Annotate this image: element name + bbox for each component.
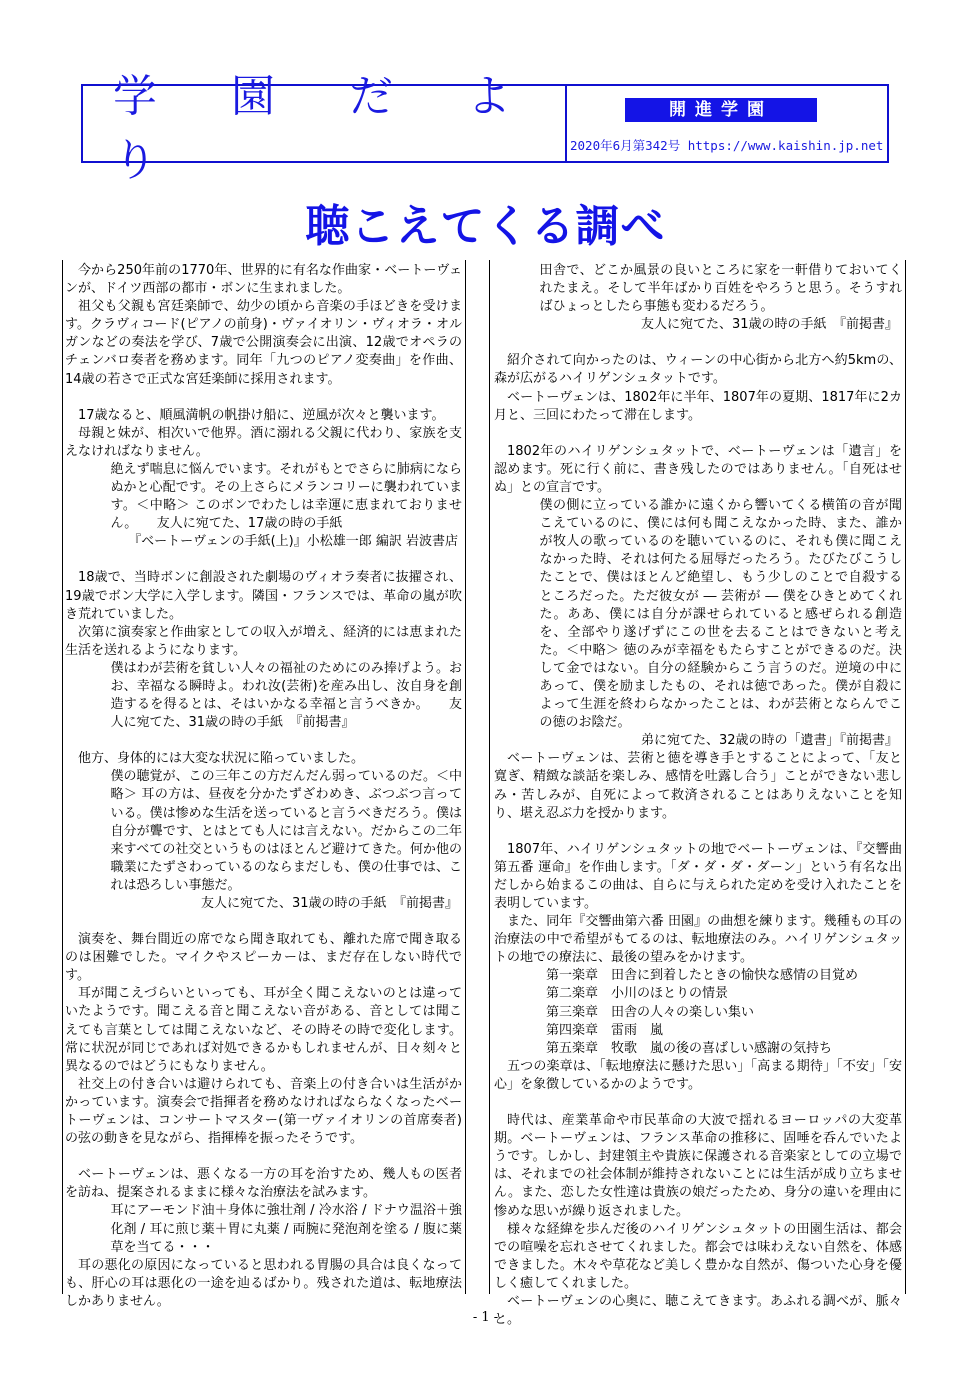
paragraph-spacer xyxy=(494,334,902,352)
movement-item: 第二楽章 小川のほとりの情景 xyxy=(546,986,729,1002)
column-rule-center-b xyxy=(489,260,490,1294)
movement-item: 第三楽章 田舎の人々の楽しい集い xyxy=(546,1004,755,1020)
paragraph: 演奏を、舞台間近の席でなら聞き取れても、離れた席で聞き取るのは困難でした。マイクやスピーカーは、まだ存在しない時代です。 xyxy=(65,932,462,984)
quote-source: 友人に宛てた、31歳の時の手紙 『前掲書』 xyxy=(200,896,458,911)
column-rule-right xyxy=(905,260,906,1294)
paragraph: 今から250年前の1770年、世界的に有名な作曲家・ベートーヴェンが、ドイツ西部の都市・ボンに生まれました。 xyxy=(65,263,462,297)
school-name-badge: 開進学園 xyxy=(625,98,817,122)
masthead-info-box xyxy=(567,86,887,161)
quote-source: 友人に宛てた、31歳の時の手紙 『前掲書』 xyxy=(640,317,898,333)
quote-source: 『ベートーヴェンの手紙(上)』小松雄一郎 編訳 岩波書店 xyxy=(128,534,458,550)
paragraph: 社交上の付き合いは避けられても、音楽上の付き合いは生活がかかっています。演奏会で指揮者を務めなければならなくなったベートーヴェンは、コンサートマスター(第一ヴァイオリンの首席奏者)の弦の動きを見ながら、指揮棒を振ったそうです。 xyxy=(65,1076,462,1147)
paragraph: 耳が聞こえづらいといっても、耳が全く聞こえないのとは違っていたようです。聞こえる音と聞こえない音がある、音としては聞こえても言葉としては聞こえないなど、その時その時で変化します。常に状況が同じであれば対処できるかもしれませんが、日々刻々と異なるのではどうにもなりません。 xyxy=(65,986,462,1074)
column-rule-left xyxy=(62,260,63,1294)
paragraph: 17歳なると、順風満帆の帆掛け船に、逆風が次々と襲います。 xyxy=(78,407,445,423)
newsletter-title: 学 園 だ よ り xyxy=(113,70,541,186)
paragraph: また、同年『交響曲第六番 田園』の曲想を練ります。幾種もの耳の治療法の中で希望がもてるのは、転地療法のみ。ハイリゲンシュタットの地での療法に、最後の望みをかけます。 xyxy=(494,914,902,966)
article-headline: 聴こえてくる調べ xyxy=(305,201,666,252)
paragraph-spacer xyxy=(65,1148,462,1166)
paragraph: 耳の悪化の原因になっていると思われる胃腸の具合は良くなっても、肝心の耳は悪化の一途を辿るばかり。残された道は、転地療法しかありません。 xyxy=(65,1257,462,1309)
page-number: - 1 - xyxy=(472,1310,499,1325)
paragraph: 他方、身体的には大変な状況に陥っていました。 xyxy=(78,751,365,767)
masthead-title-box xyxy=(83,70,567,186)
right-column xyxy=(494,262,902,1329)
paragraph: ベートーヴェンの心奥に、聴こえてきます。あふれる調べが、脈々と。 xyxy=(494,1293,902,1328)
movement-item: 第四楽章 雷雨 嵐 xyxy=(546,1022,664,1038)
issue-info: 2020年6月第342号 https://www.kaishin.jp.net xyxy=(570,138,884,153)
quotation: 僕の聴覚が、この三年この方だんだん弱っているのだ。＜中略＞ 耳の方は、昼夜を分かたずざわめき、ぶつぶつ言っている。僕は惨めな生活を送っていると言うべきだろう。僕は自分が聾です、とはとても人には言えない。だからこの二年来すべての社交というものはほとんど避けてきた。何か他の職業にたずさわっているのならまだしも、僕の仕事では、これは恐ろしい事態だ。 xyxy=(110,769,462,893)
quotation: 耳にアーモンド油＋身体に強壮剤 / 冷水浴 / ドナウ温浴＋強化剤 / 耳に煎じ薬＋胃に丸薬 / 両腕に発泡剤を塗る / 腹に薬草を当てる・・・ xyxy=(110,1203,462,1255)
paragraph: 紹介されて向かったのは、ウィーンの中心街から北方へ約5kmの、森が広がるハイリゲンシュタットです。 xyxy=(494,353,902,387)
paragraph-spacer xyxy=(65,551,462,569)
paragraph-spacer xyxy=(494,425,902,443)
quote-source: 弟に宛てた、32歳の時の「遺書」『前掲書』 xyxy=(640,733,898,749)
paragraph: 五つの楽章は、「転地療法に懸けた思い」「高まる期待」「不安」「安心」を象徴しているかのようです。 xyxy=(494,1058,902,1092)
left-column xyxy=(65,262,462,1311)
movement-item: 第五楽章 牧歌 嵐の後の喜ばしい感謝の気持ち xyxy=(546,1040,833,1056)
paragraph: ベートーヴェンは、悪くなる一方の耳を治すため、幾人もの医者を訪ね、提案されるままに様々な治療法を試みます。 xyxy=(65,1167,462,1201)
paragraph-spacer xyxy=(65,732,462,750)
paragraph: 次第に演奏家と作曲家としての収入が増え、経済的には恵まれた生活を送れるようになります。 xyxy=(65,624,462,658)
masthead xyxy=(81,70,889,186)
quotation: 僕はわが芸術を貧しい人々の福祉のためにのみ捧げよう。おお、幸福なる瞬時よ。われ汝(芸術)を産み出し、汝自身を創造するを得るとは、そはいかなる幸福と言うべきか。 友人に宛てた、31歳の時の手紙 『前掲書』 xyxy=(110,660,462,731)
column-rule-center-a xyxy=(465,260,466,1294)
paragraph: 様々な経緯を歩んだ後のハイリゲンシュタットの田園生活は、都会での喧噪を忘れさせてくれました。都会では味わえない自然を、体感できました。木々や草花など美しく豊かな自然が、傷ついた心身を優しく癒してくれました。 xyxy=(494,1221,902,1291)
paragraph-spacer xyxy=(65,913,462,931)
paragraph: 18歳で、当時ボンに創設された劇場のヴィオラ奏者に抜擢され、19歳でボン大学に入学します。隣国・フランスでは、革命の嵐が吹き荒れていました。 xyxy=(65,570,462,622)
paragraph-spacer xyxy=(65,389,462,407)
paragraph: 1807年、ハイリゲンシュタットの地でベートーヴェンは、『交響曲第五番 運命』を作曲します。「ダ・ダ・ダ・ダーン」という有名な出だしから始まるこの曲は、自らに与えられた定めを受け入れたことを表明しています。 xyxy=(494,841,902,911)
paragraph-spacer xyxy=(494,823,902,841)
paragraph: 時代は、産業革命や市民革命の大波で揺れるヨーロッパの大変革期。ベートーヴェンは、フランス革命の推移に、固唾を呑んでいたようです。しかし、封建領主や貴族に保護される音楽家としての立場では、それまでの社会体制が維持されないことには生活が成り立ちません。また、恋した女性達は貴族の娘だったため、身分の違いを理由に惨めな思いが繰り返されました。 xyxy=(494,1113,902,1219)
quotation: 絶えず喘息に悩んでいます。それがもとでさらに肺病にならぬかと心配です。その上さらにメランコリーに襲われています。＜中略＞ このボンでわたしは幸運に恵まれておりません。 友人に宛てた、17歳の時の手紙 xyxy=(110,461,462,532)
paragraph: 祖父も父親も宮廷楽師で、幼少の頃から音楽の手ほどきを受けます。クラヴィコード(ピアノの前身)・ヴァイオリン・ヴィオラ・オルガンなどの奏法を学び、7歳で公開演奏会に出演、12歳でオペラのチェンバロ奏者を務めます。同年「九つのピアノ変奏曲」を作曲、14歳の若さで正式な宮廷楽師に採用されます。 xyxy=(65,299,462,387)
paragraph-spacer xyxy=(494,1094,902,1112)
paragraph: 母親と妹が、相次いで他界。酒に溺れる父親に代わり、家族を支えなければなりません。 xyxy=(65,425,462,459)
paragraph: ベートーヴェンは、1802年に半年、1807年の夏期、1817年に2カ月と、三回にわたって滞在します。 xyxy=(494,389,902,423)
quotation: 僕の側に立っている誰かに遠くから響いてくる横笛の音が聞こえているのに、僕には何も聞こえなかった時、また、誰かが牧人の歌っているのを聴いているのに、それも僕に聞こえなかった時、それは何たる屈辱だったろう。たびたびこうしたことで、僕はほとんど絶望し、もう少しのことで自殺するところだった。ただ彼女が ― 芸術が ― 僕をひきとめてくれた。ああ、僕には自分が課せられていると感ぜられる創造を、全部やり遂げずにこの世を去ることはできないと考えた。＜中略＞ 徳のみが幸福をもたらすことができるのだ。決して金ではない。自分の経験からこう言うのだ。逆境の中にあって、僕を励ましたもの、それは徳であった。僕が自殺によって生涯を終わらなかったことは、わが芸術とならんでこの徳のお陰だ。 xyxy=(539,498,902,731)
movement-item: 第一楽章 田舎に到着したときの愉快な感情の目覚め xyxy=(546,968,859,984)
quotation: 田舎で、どこか風景の良いところに家を一軒借りておいてくれたまえ。そして半年ばかり百姓をやろうと思う。そうすればひょっとしたら事態も変わるだろう。 xyxy=(539,263,902,315)
paragraph: ベートーヴェンは、芸術と徳を導き手とすることによって、「友と寛ぎ、精緻な談話を楽しみ、感情を吐露し合う」ことができない悲しみ・苦しみが、自死によって救済されることはありえないことを知り、堪え忍ぶ力を授かります。 xyxy=(494,751,902,821)
paragraph: 1802年のハイリゲンシュタットで、ベートーヴェンは「遺言」を認めます。死に行く前に、書き残したのではありません。「自死はせぬ」との宣言です。 xyxy=(494,443,902,495)
